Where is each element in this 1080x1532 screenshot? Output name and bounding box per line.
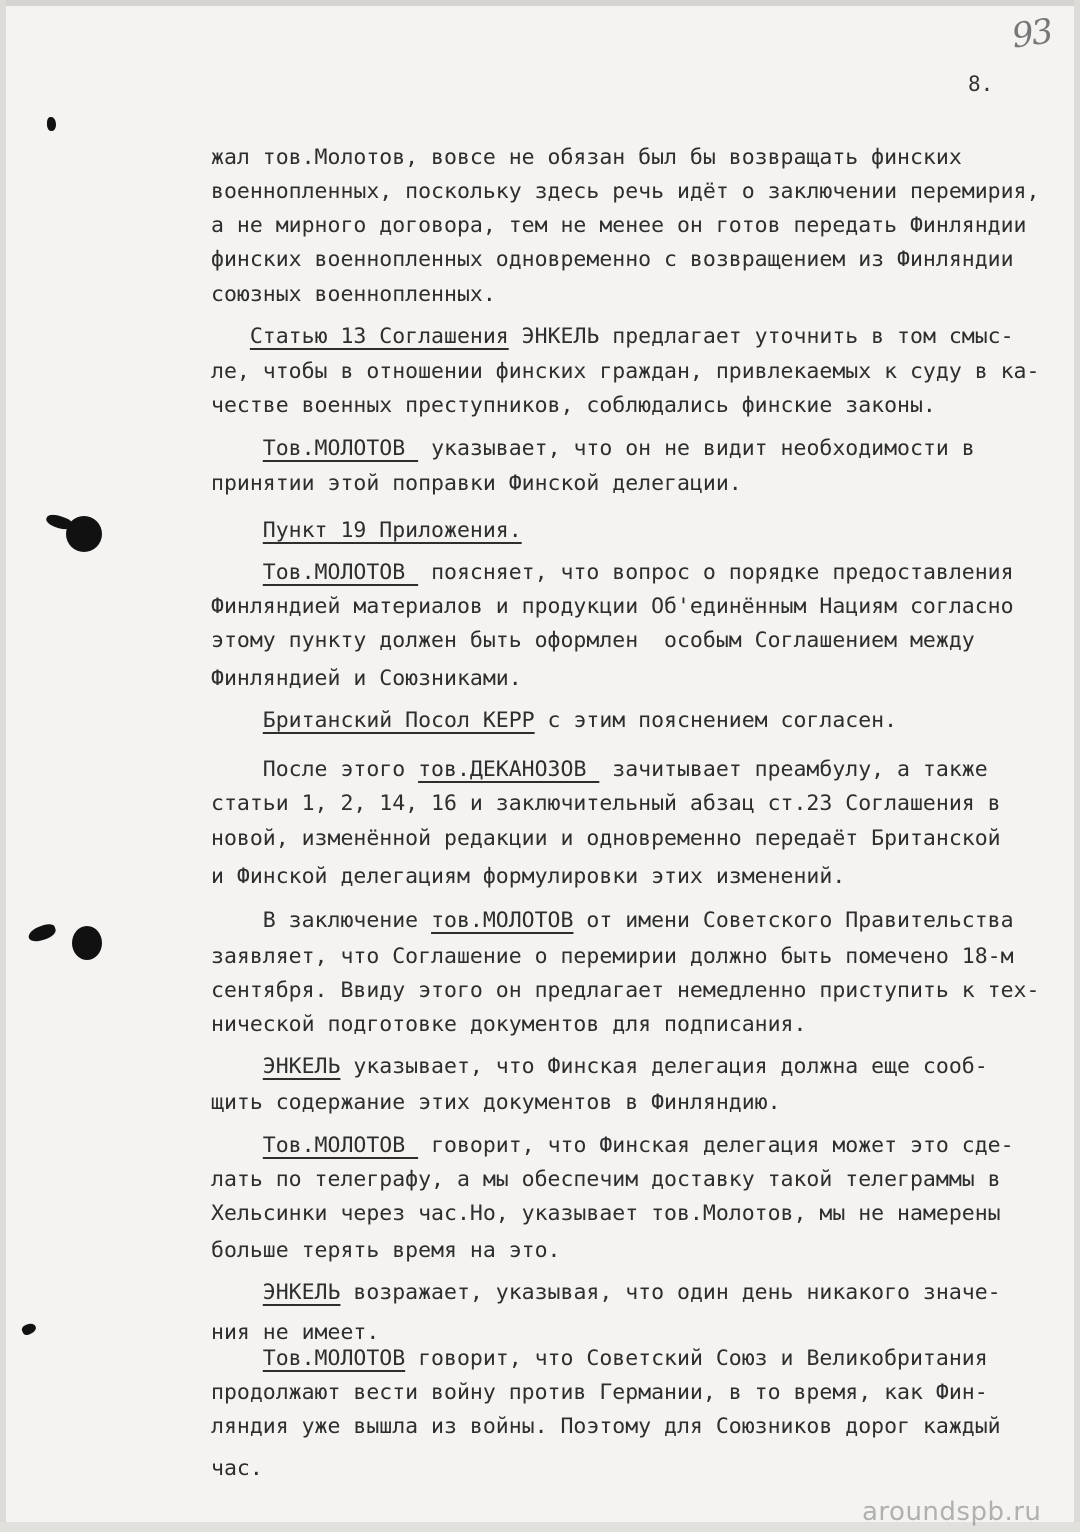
underlined-name: Тов.МОЛОТОВ	[262, 1346, 406, 1371]
text-segment: жал тов.Молотов, вовсе не обязан был бы возвращать финских	[211, 145, 962, 170]
text-segment: говорит, что Советский Союз и Великобритания	[405, 1346, 988, 1371]
text-segment	[211, 436, 263, 461]
text-segment: ния не имеет.	[211, 1320, 380, 1345]
underlined-name: тов.МОЛОТОВ	[431, 908, 574, 933]
archive-folio-number: 93	[1009, 11, 1054, 57]
text-line	[211, 1348, 988, 1370]
text-line	[211, 147, 962, 169]
underlined-name: Тов.МОЛОТОВ	[262, 1133, 419, 1158]
text-line	[211, 866, 845, 888]
text-segment	[211, 1133, 263, 1158]
scan-edge-right	[1074, 0, 1080, 1532]
punch-hole-mark-3	[72, 926, 102, 960]
text-line	[211, 438, 975, 460]
text-line	[211, 181, 1039, 203]
text-segment	[211, 1280, 263, 1305]
underlined-name: Британский Посол КЕРР	[262, 708, 535, 733]
text-segment: честве военных преступников, соблюдались финские законы.	[211, 393, 936, 418]
text-line	[211, 630, 975, 652]
text-line	[211, 1014, 806, 1036]
text-line	[211, 793, 1001, 815]
text-line	[211, 1092, 781, 1114]
text-segment: статьи 1, 2, 14, 16 и заключительный абзац ст.23 Соглашения в	[211, 791, 1001, 816]
text-segment	[211, 324, 250, 349]
text-line	[211, 249, 1014, 271]
underlined-name: Пункт 19 Приложения.	[262, 518, 522, 543]
text-segment: финских военнопленных одновременно с возвращением из Финляндии	[211, 247, 1014, 272]
text-segment: указывает, что он не видит необходимости в	[418, 436, 975, 461]
text-line	[211, 1240, 561, 1262]
text-segment	[211, 518, 263, 543]
text-line	[211, 473, 742, 495]
text-segment: указывает, что Финская делегация должна еще сооб-	[340, 1054, 988, 1079]
text-segment: нической подготовке документов для подписания.	[211, 1012, 807, 1037]
text-line	[211, 1135, 1014, 1157]
text-segment: Финляндией и Союзниками.	[211, 666, 522, 691]
text-segment: а не мирного договора, тем не менее он готов передать Финляндии	[211, 213, 1027, 238]
underlined-name: Статью 13 Соглашения	[249, 324, 509, 349]
text-segment: с этим пояснением согласен.	[534, 708, 898, 733]
text-segment: этому пункту должен быть оформлен особым Соглашением между	[211, 628, 975, 653]
text-line	[211, 668, 522, 690]
text-segment: принятии этой поправки Финской делегации.	[211, 471, 742, 496]
text-segment: возражает, указывая, что один день никакого значе-	[340, 1280, 1001, 1305]
text-segment: После этого	[211, 757, 419, 782]
text-line	[211, 1282, 1001, 1304]
text-line	[211, 1169, 1001, 1191]
text-segment: и Финской делегациям формулировки этих изменений.	[211, 864, 846, 889]
text-line	[211, 326, 1014, 348]
text-segment: В заключение	[211, 908, 432, 933]
text-line	[211, 1458, 263, 1480]
text-line	[211, 710, 897, 732]
text-segment: продолжают вести войну против Германии, в то время, как Фин-	[211, 1380, 988, 1405]
scan-edge-left	[0, 0, 6, 1532]
scan-edge-top	[0, 0, 1080, 6]
site-watermark: aroundspb.ru	[862, 1497, 1042, 1527]
underlined-name: Тов.МОЛОТОВ	[262, 560, 419, 585]
text-segment: поясняет, что вопрос о порядке предоставления	[418, 560, 1014, 585]
text-segment: ле, чтобы в отношении финских граждан, привлекаемых к суду в ка-	[211, 359, 1040, 384]
text-line	[211, 520, 522, 542]
text-segment: союзных военнопленных.	[211, 282, 496, 307]
page-number: 8.	[968, 72, 994, 96]
text-line	[211, 910, 1014, 932]
text-segment: Хельсинки через час.Но, указывает тов.Молотов, мы не намерены	[211, 1201, 1001, 1226]
text-segment: час.	[211, 1456, 263, 1481]
text-line	[211, 759, 988, 781]
underlined-name: ЭНКЕЛЬ	[262, 1054, 341, 1079]
text-segment: говорит, что Финская делегация может это сде-	[418, 1133, 1014, 1158]
text-segment: щить содержание этих документов в Финляндию.	[211, 1090, 781, 1115]
punch-hole-mark-3b	[27, 922, 58, 944]
text-line	[211, 946, 1014, 968]
text-line	[211, 215, 1026, 237]
text-line	[211, 1056, 988, 1078]
punch-hole-mark-1	[47, 117, 56, 131]
text-segment: ляндия уже вышла из войны. Поэтому для Союзников дорог каждый	[211, 1414, 1001, 1439]
text-line	[211, 284, 496, 306]
text-segment: от имени Советского Правительства	[573, 908, 1014, 933]
text-segment: заявляет, что Соглашение о перемирии должно быть помечено 18-м	[211, 944, 1014, 969]
text-segment	[211, 708, 263, 733]
text-segment: лать по телеграфу, а мы обеспечим доставку такой телеграммы в	[211, 1167, 1001, 1192]
text-line	[211, 828, 1001, 850]
text-line	[211, 1203, 1001, 1225]
text-segment: больше терять время на это.	[211, 1238, 561, 1263]
text-line	[211, 1382, 988, 1404]
text-segment	[211, 1346, 263, 1371]
text-line	[211, 395, 936, 417]
text-segment	[211, 1054, 263, 1079]
text-segment: новой, изменённой редакции и одновременно передаёт Британской	[211, 826, 1001, 851]
text-line	[211, 980, 1039, 1002]
underlined-name: тов.ДЕКАНОЗОВ	[418, 757, 600, 782]
punch-hole-mark-4	[21, 1322, 38, 1337]
text-segment: военнопленных, поскольку здесь речь идёт о заключении перемирия,	[211, 179, 1040, 204]
text-segment: зачитывает преамбулу, а также	[599, 757, 988, 782]
text-segment: Финляндией материалов и продукции Об'единённым Нациям согласно	[211, 594, 1014, 619]
text-segment: ЭНКЕЛЬ предлагает уточнить в том смыс-	[508, 324, 1014, 349]
underlined-name: ЭНКЕЛЬ	[262, 1280, 341, 1305]
text-line	[211, 361, 1039, 383]
text-line	[211, 596, 1014, 618]
underlined-name: Тов.МОЛОТОВ	[262, 436, 419, 461]
text-line	[211, 1416, 1001, 1438]
text-line	[211, 1322, 379, 1344]
text-segment: сентября. Ввиду этого он предлагает немедленно приступить к тех-	[211, 978, 1040, 1003]
text-line	[211, 562, 1014, 584]
text-segment	[211, 560, 263, 585]
